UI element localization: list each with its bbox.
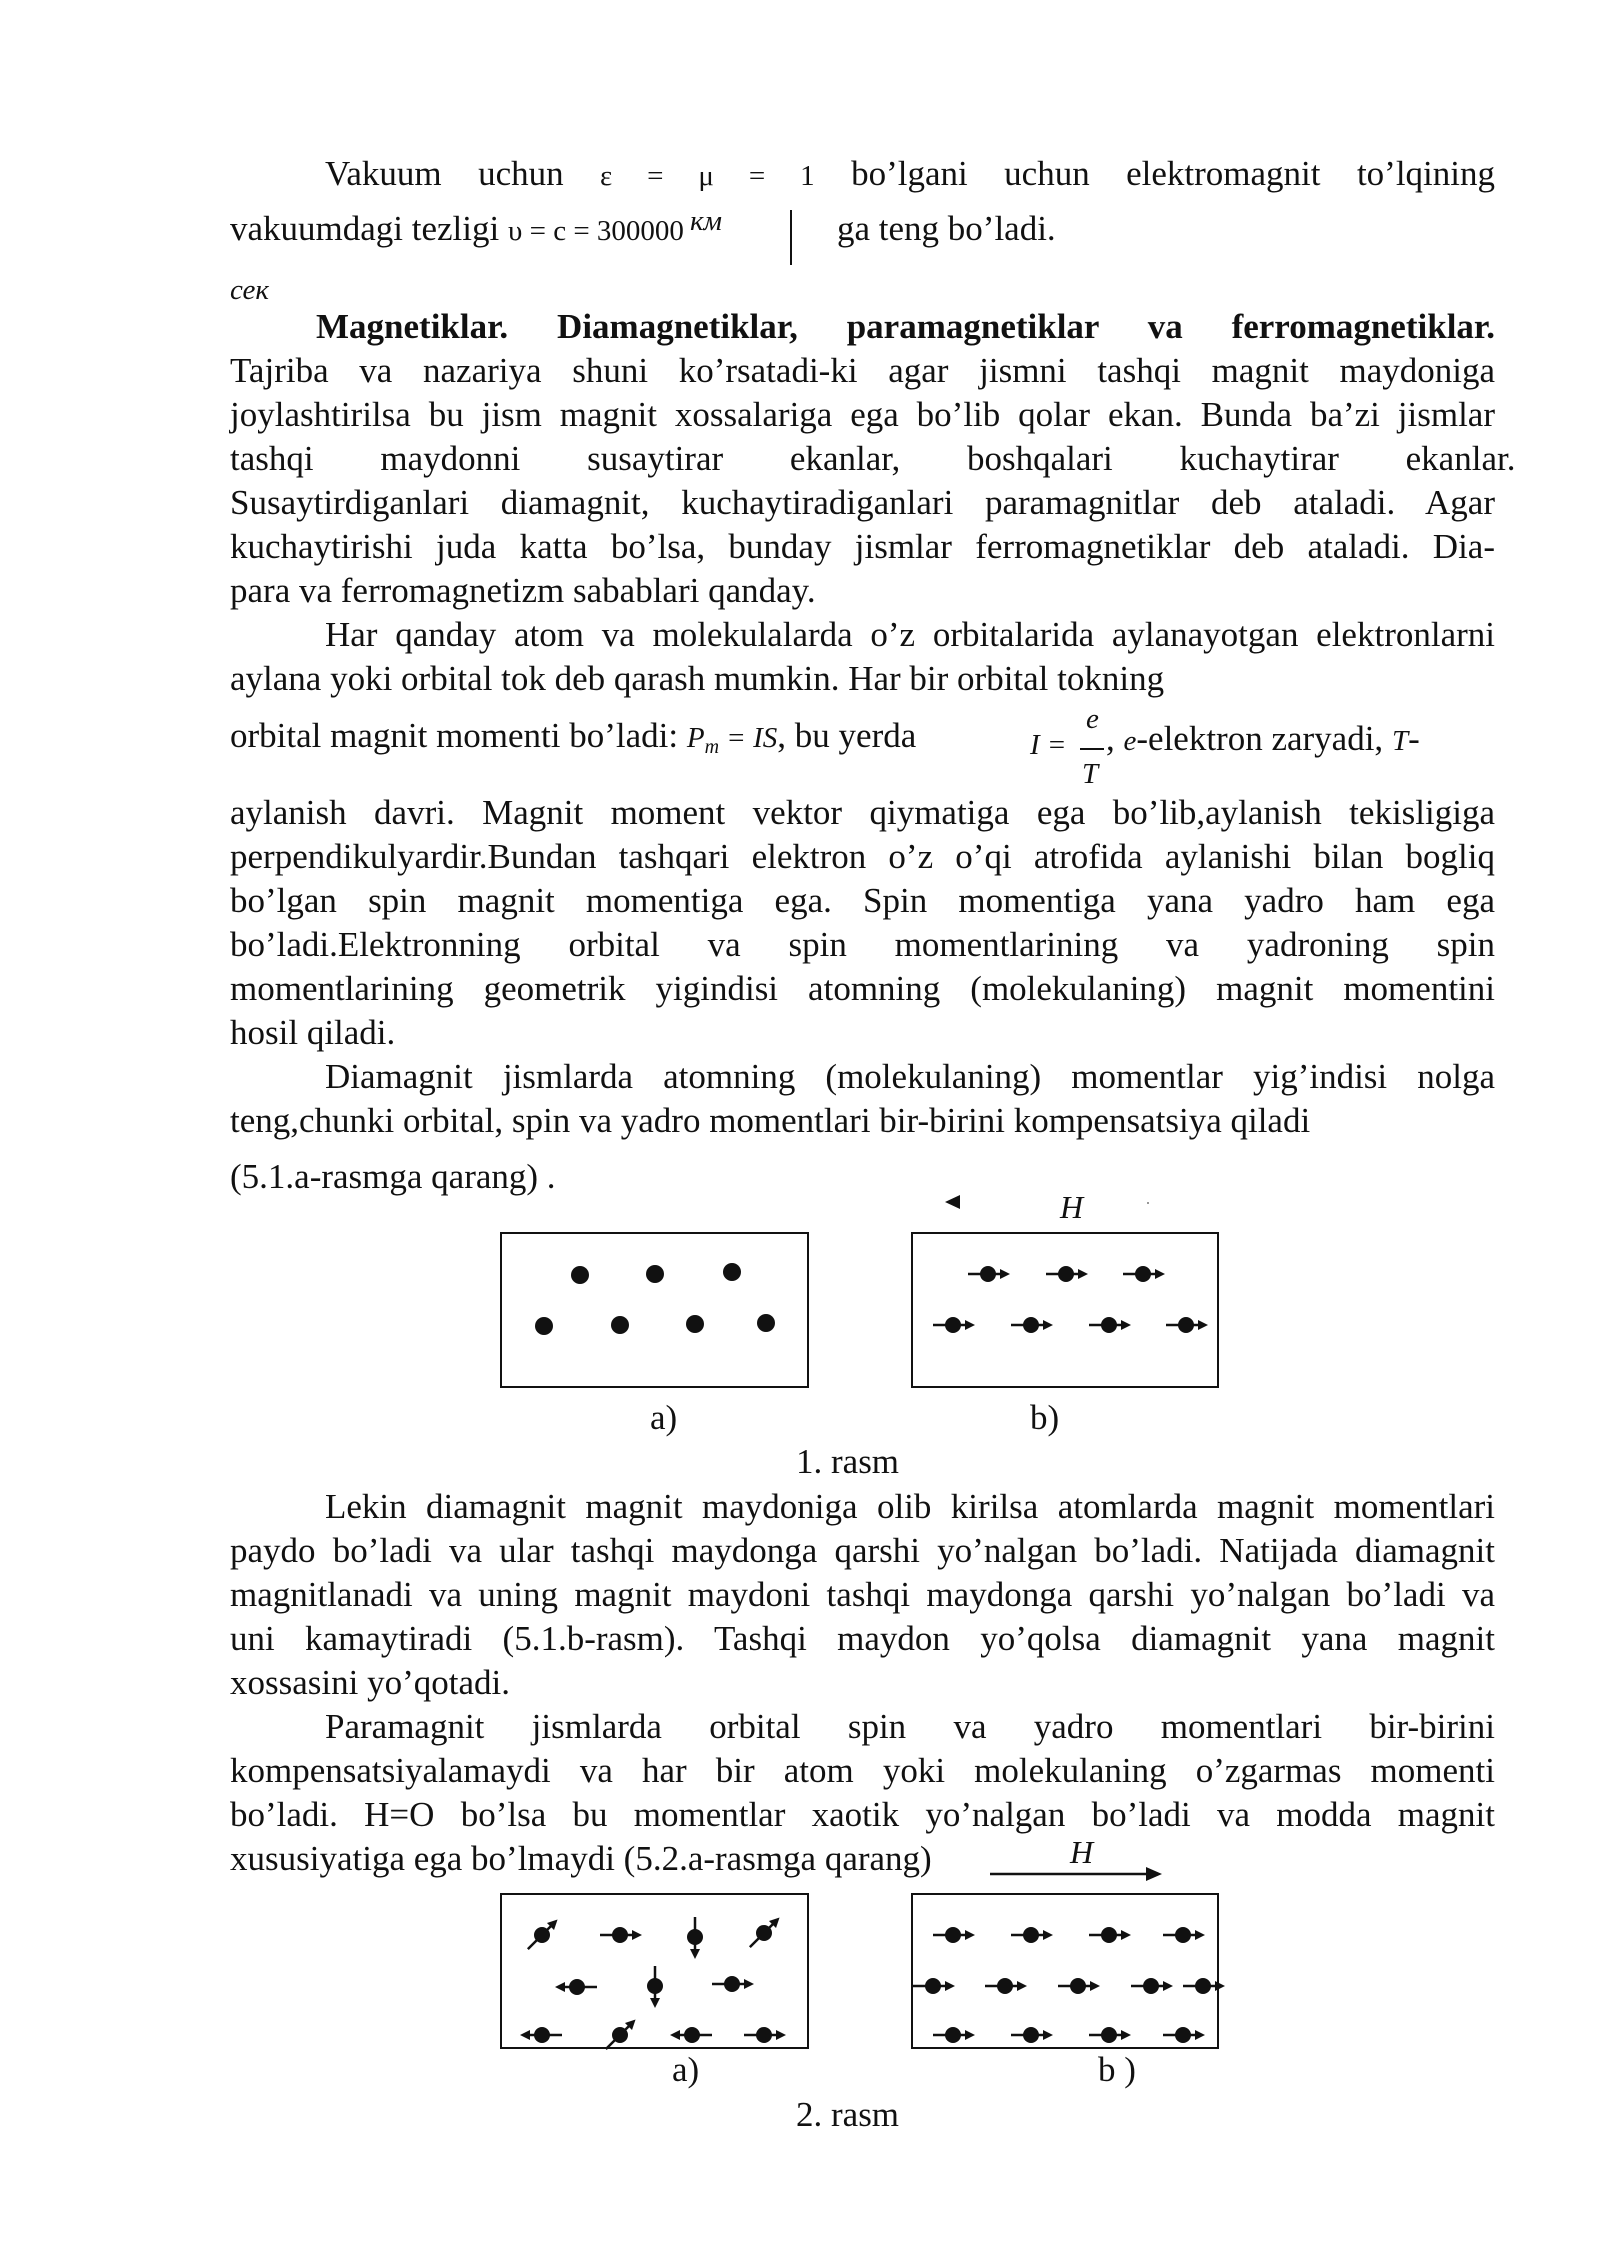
magnetic-moment-icon <box>600 1927 642 1943</box>
magnetic-moment-icon <box>1089 1927 1131 1943</box>
formula-speed: υ = c = 300000 <box>507 215 684 247</box>
para2-line: joylashtirilsa bu jism magnit xossalariga ega bo’lib qolar ekan. Bunda ba’zi jismlar <box>230 395 1495 434</box>
figure1a-label: a) <box>650 1398 678 1437</box>
para2-last-line: para va ferromagnetizm sabablari qanday. <box>230 571 816 610</box>
atom-icon <box>646 1265 664 1283</box>
magnetic-moment-icon <box>555 1979 597 1995</box>
heading-word: va <box>1147 307 1183 346</box>
word: Vakuum <box>325 154 442 193</box>
formula-i: I = <box>1030 729 1067 761</box>
word: bo’lgani <box>851 154 968 193</box>
heading-word: ferromagnetiklar. <box>1231 307 1495 346</box>
para2-line: Susaytirdiganlari diamagnit, kuchaytiradiganlari paramagnitlar deb ataladi. Agar <box>230 483 1495 522</box>
atom-icon <box>757 1314 775 1332</box>
figure1b-box <box>911 1232 1219 1388</box>
para6-line: kompensatsiyalamaydi va har bir atom yoki molekulaning o’zgarmas momenti <box>230 1751 1495 1790</box>
magnetic-moment-icon <box>985 1978 1027 1994</box>
figure2a-label: a) <box>672 2050 700 2089</box>
magnetic-moment-icon <box>522 1914 563 1955</box>
magnetic-moment-icon <box>1046 1266 1088 1282</box>
unit-sec: сек <box>230 274 269 306</box>
magnetic-moment-icon <box>1163 1927 1205 1943</box>
arrow-head-icon <box>945 1195 960 1209</box>
section-heading <box>316 305 1495 349</box>
heading-word: Diamagnetiklar, <box>557 307 798 346</box>
atom-icon <box>535 1317 553 1335</box>
para2-line: kuchaytirishi juda katta bo’lsa, bunday jismlar ferromagnetiklar deb ataladi. Dia- <box>230 527 1495 566</box>
figure2a-diagram <box>502 1895 807 2047</box>
heading-word: paramagnetiklar <box>846 307 1099 346</box>
para3-formula-line-end <box>1106 717 1420 763</box>
atom-icon <box>686 1315 704 1333</box>
text: , bu yerda <box>777 716 917 755</box>
magnetic-moment-icon <box>968 1266 1010 1282</box>
magnetic-moment-icon <box>1058 1978 1100 1994</box>
para3-line: bo’lgan spin magnit momentiga ega. Spin momentiga yana yadro ham ega <box>230 881 1495 920</box>
para4-line: (5.1.a-rasmga qarang) . <box>230 1157 556 1196</box>
atom-icon <box>571 1266 589 1284</box>
para3-formula-line <box>230 714 916 763</box>
figure2-field-label: H <box>1070 1834 1094 1870</box>
para5-line: magnitlanadi va uning magnit maydoni tashqi maydonga qarshi yo’nalgan bo’ladi va <box>230 1575 1495 1614</box>
para6-last-line: xususiyatiga ega bo’lmaydi (5.2.a-rasmga qarang) <box>230 1839 932 1878</box>
arrow-head-icon <box>1146 1867 1162 1881</box>
magnetic-moment-icon <box>1011 2027 1053 2043</box>
figure1b-label: b) <box>1030 1398 1060 1437</box>
word: elektromagnit <box>1126 154 1321 193</box>
magnetic-moment-icon <box>520 2027 562 2043</box>
magnetic-moment-icon <box>1089 1317 1131 1333</box>
magnetic-moment-icon <box>1089 2027 1131 2043</box>
figure1-caption: 1. rasm <box>796 1442 900 1481</box>
text: -elektron zaryadi, <box>1136 719 1392 758</box>
para5-line: uni kamaytiradi (5.1.b-rasm). Tashqi maydon yo’qolsa diamagnit yana magnit <box>230 1619 1495 1658</box>
para1-line1 <box>325 152 1495 198</box>
text: orbital magnit momenti bo’ladi: <box>230 716 687 755</box>
figure1-field-label: H <box>1060 1189 1084 1225</box>
unit-km: км <box>689 205 723 237</box>
text: - <box>1408 719 1420 758</box>
magnetic-moment-icon <box>600 2014 641 2055</box>
figure2b-label: b ) <box>1098 2050 1136 2089</box>
para1-line2 <box>230 205 723 253</box>
magnetic-moment-icon <box>1166 1317 1208 1333</box>
magnetic-moment-icon <box>670 2027 712 2043</box>
magnetic-moment-icon <box>1183 1978 1225 1994</box>
para3-line: bo’ladi.Elektronning orbital va spin momentlarining va yadroning spin <box>230 925 1495 964</box>
formula-eps-mu: ε = μ = 1 <box>600 160 815 192</box>
figure2b-diagram <box>913 1895 1217 2047</box>
figure1a-box <box>500 1232 809 1388</box>
para1-line2-end: ga teng bo’ladi. <box>837 209 1056 248</box>
para6-line: bo’ladi. H=O bo’lsa bu momentlar xaotik yo’nalgan bo’ladi va modda magnit <box>230 1795 1495 1834</box>
atom-icon <box>611 1316 629 1334</box>
word: to’lqining <box>1356 154 1495 193</box>
magnetic-moment-icon <box>933 1317 975 1333</box>
para3-line: momentlarining geometrik yigindisi atomning (molekulaning) magnit momentini <box>230 969 1495 1008</box>
magnetic-moment-icon <box>687 1917 703 1959</box>
magnetic-moment-icon <box>933 2027 975 2043</box>
fraction-line <box>1080 748 1104 750</box>
fraction-denominator: T <box>1082 758 1099 790</box>
figure2b-box <box>911 1893 1219 2049</box>
formula-pm-subscript: m <box>704 736 720 758</box>
para4-line: teng,chunki orbital, spin va yadro momentlari bir-birini kompensatsiya qiladi <box>230 1101 1311 1140</box>
para2-line: tashqi maydonni susaytirar ekanlar, boshqalari kuchaytirar ekanlar. <box>230 439 1516 478</box>
magnetic-moment-icon <box>1131 1978 1173 1994</box>
figure2-caption: 2. rasm <box>796 2095 900 2134</box>
magnetic-moment-icon <box>1163 2027 1205 2043</box>
para3-line: aylana yoki orbital tok deb qarash mumkin. Har bir orbital tokning <box>230 659 1165 698</box>
symbol-e: e <box>1123 725 1137 757</box>
para5-last-line: xossasini yo’qotadi. <box>230 1663 510 1702</box>
para3-line: Har qanday atom va molekulalarda o’z orbitalarida aylanayotgan elektronlarni <box>325 615 1495 654</box>
magnetic-moment-icon <box>744 1912 785 1953</box>
magnetic-moment-icon <box>1011 1927 1053 1943</box>
formula-pm: P <box>686 722 705 754</box>
formula-is: = IS <box>719 722 778 754</box>
magnetic-moment-icon <box>712 1976 754 1992</box>
para4-line: Diamagnit jismlarda atomning (molekulaning) momentlar yig’indisi nolga <box>325 1057 1495 1096</box>
text: , <box>1106 719 1124 758</box>
fraction-numerator: e <box>1086 703 1099 735</box>
figure1b-diagram <box>913 1234 1217 1386</box>
magnetic-moment-icon <box>647 1966 663 2008</box>
heading-word: Magnetiklar. <box>316 307 509 346</box>
symbol-t: T <box>1391 725 1409 757</box>
text: vakuumdagi tezligi <box>230 209 508 248</box>
para6-line: Paramagnit jismlarda orbital spin va yadro momentlari bir-birini <box>325 1707 1495 1746</box>
magnetic-moment-icon <box>1123 1266 1165 1282</box>
para5-line: paydo bo’ladi va ular tashqi maydonga qarshi yo’nalgan bo’ladi. Natijada diamagnit <box>230 1531 1495 1570</box>
para5-line: Lekin diamagnit magnit maydoniga olib kirilsa atomlarda magnit momentlari <box>325 1487 1495 1526</box>
para3-line: aylanish davri. Magnit moment vektor qiymatiga ega bo’lib,aylanish tekisligiga <box>230 793 1495 832</box>
word: uchun <box>1004 154 1090 193</box>
magnetic-moment-icon <box>744 2027 786 2043</box>
atom-icon <box>723 1263 741 1281</box>
dot-icon <box>1147 1202 1149 1204</box>
magnetic-moment-icon <box>913 1978 955 1994</box>
figure2a-box <box>500 1893 809 2049</box>
word: uchun <box>478 154 564 193</box>
para3-line: perpendikulyardir.Bundan tashqari elektron o’z o’qi atrofida aylanishi bilan bogliq <box>230 837 1495 876</box>
para2-line: Tajriba va nazariya shuni ko’rsatadi-ki agar jismni tashqi magnit maydoniga <box>230 351 1495 390</box>
magnetic-moment-icon <box>933 1927 975 1943</box>
figure1a-diagram <box>502 1234 807 1386</box>
magnetic-moment-icon <box>1011 1317 1053 1333</box>
fraction-bar <box>790 210 792 265</box>
para3-last-line: hosil qiladi. <box>230 1013 396 1052</box>
